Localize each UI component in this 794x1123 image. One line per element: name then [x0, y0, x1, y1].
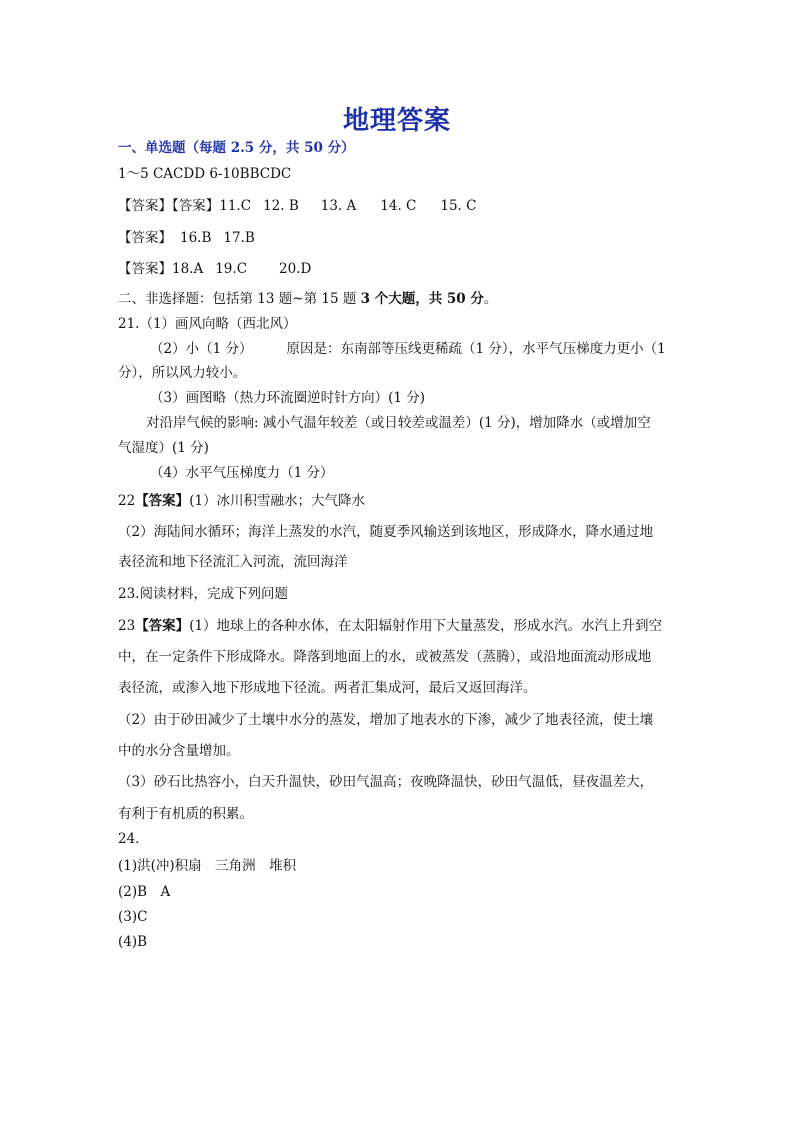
- q22-line-2: （2）海陆间水循环；海洋上蒸发的水汽，随夏季风输送到该地区，形成降水，降水通过地: [118, 524, 654, 540]
- answer-16: 16.B: [180, 230, 212, 246]
- answer-17: 17.B: [223, 230, 255, 246]
- q21-line-1: 21.（1）画风向略（西北风）: [118, 316, 297, 332]
- q22-answer-1: (1）冰川积雪融水；大气降水: [189, 493, 366, 509]
- section2-heading: [118, 289, 497, 309]
- q23-intro: 23.阅读材料，完成下列问题: [118, 586, 288, 602]
- q23-answer-1: (1）地球上的各种水体，在太阳辐射作用下大量蒸发，形成水汽。水汽上升到空: [189, 618, 663, 634]
- section2-heading-prefix: 二、非选择题：包括第 13 题~第 15 题: [118, 291, 361, 307]
- q24-number: 24．: [118, 831, 149, 847]
- section2-heading-bold: 3 个大题，共 50 分: [360, 291, 484, 307]
- answer-13: 13. A: [320, 198, 357, 214]
- q21-line-5: 对沿岸气候的影响: 减小气温年较差（或日较差或温差）(1 分)，增加降水（或增加空: [146, 415, 651, 431]
- section2-heading-suffix: 。: [483, 291, 498, 307]
- q24-answer-4: (4)B: [118, 934, 148, 950]
- answer-label: 【答案】【答案】: [118, 198, 220, 214]
- q23-line-5: 中的水分含量增加。: [118, 743, 240, 759]
- answer-14: 14. C: [380, 198, 417, 214]
- q23-number: 23: [118, 618, 136, 634]
- q21-line-4: （3）画图略（热力环流圈逆时针方向）(1 分): [150, 390, 426, 406]
- q21-line-2: [150, 339, 666, 359]
- answers-11-15: [118, 196, 476, 216]
- q21-line-7: （4）水平气压梯度力（1 分）: [150, 465, 334, 481]
- answer-11: 11.C: [219, 198, 252, 214]
- section1-heading: 一、单选题（每题 2.5 分，共 50 分）: [118, 140, 355, 156]
- q24-answer-1: (1)洪(冲)积扇 三角洲 堆积: [118, 858, 297, 874]
- answer-19: 19.C: [215, 261, 248, 277]
- answer-label: 【答案】: [118, 261, 172, 277]
- q23-line-6: （3）砂石比热容小，白天升温快，砂田气温高；夜晚降温快，砂田气温低，昼夜温差大，: [118, 774, 654, 790]
- q21-line-6: 气湿度）(1 分): [118, 440, 209, 456]
- q23-line-3: 表径流，或渗入地下形成地下径流。两者汇集成河，最后又返回海洋。: [118, 680, 537, 696]
- q22-number: 22: [118, 493, 136, 509]
- answer-label: 【答案】: [118, 230, 172, 246]
- q23-line-7: 有利于有机质的积累。: [118, 806, 253, 822]
- q24-answer-3: (3)C: [118, 909, 148, 925]
- q23-line-1: [118, 616, 662, 636]
- q23-line-2: 中，在一定条件下形成降水。降落到地面上的水，或被蒸发（蒸腾），或沿地面流动形成地: [118, 649, 652, 665]
- q22-answer-label: 【答案】: [135, 493, 190, 509]
- answers-16-17: [118, 228, 255, 248]
- q22-line-3: 表径流和地下径流汇入河流，流回海洋: [118, 554, 348, 570]
- q21-reason: 原因是：东南部等压线更稀疏（1 分），水平气压梯度力更小（1: [286, 341, 666, 357]
- q22-line-1: [118, 491, 365, 511]
- page-title: 地理答案: [342, 106, 451, 136]
- answers-18-20: [118, 259, 311, 279]
- answer-15: 15. C: [440, 198, 477, 214]
- answers-1-10: 1～5 CACDD 6-10BBCDC: [118, 166, 292, 182]
- answer-18: 18.A: [172, 261, 204, 277]
- q23-line-4: （2）由于砂田减少了土壤中水分的蒸发，增加了地表水的下渗，减少了地表径流，使土壤: [118, 712, 654, 728]
- q21-line-3: 分），所以风力较小。: [118, 365, 247, 381]
- answer-12: 12. B: [263, 198, 299, 214]
- q23-answer-label: 【答案】: [135, 618, 190, 634]
- answer-20: 20.D: [279, 261, 312, 277]
- q21-part-2: （2）小（1 分）: [150, 341, 253, 357]
- q24-answer-2: (2)B A: [118, 884, 171, 900]
